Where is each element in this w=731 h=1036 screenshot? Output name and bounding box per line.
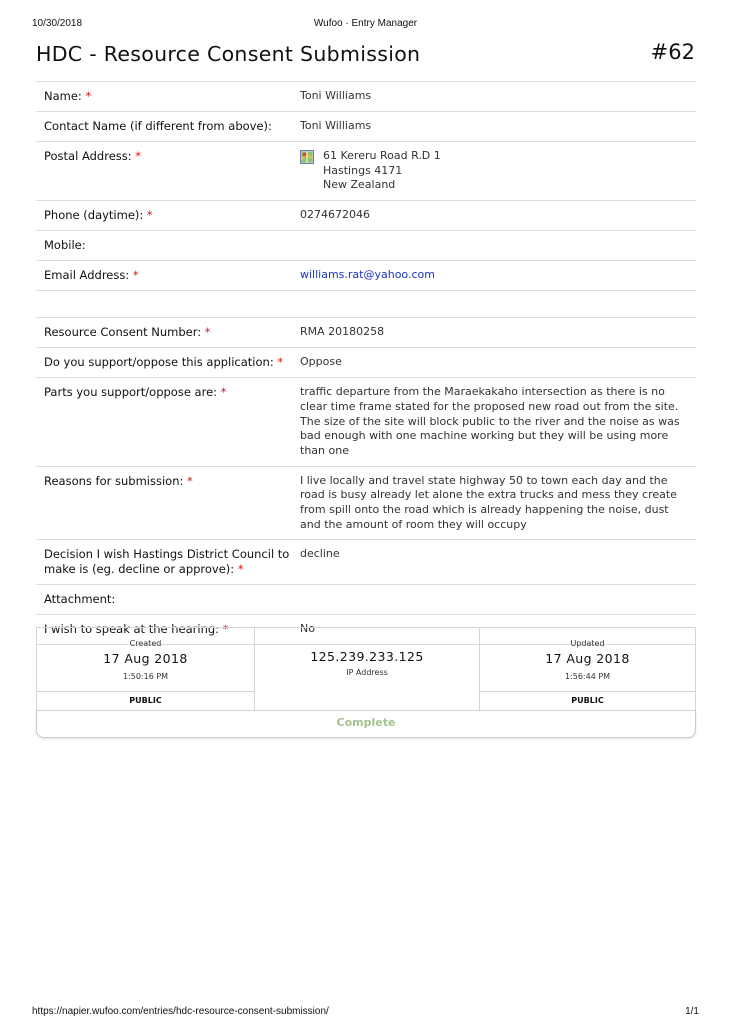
label-text: Phone (daytime): [44, 208, 144, 223]
field-label [36, 467, 292, 540]
required-marker: * [135, 149, 142, 163]
label-text: I wish to speak at the hearing: [44, 622, 220, 637]
field-row-reasons [36, 467, 696, 541]
required-marker: * [222, 622, 229, 637]
field-value-consent-number: RMA 20180258 [300, 325, 385, 339]
required-marker: * [237, 562, 244, 577]
print-title: Wufoo · Entry Manager [313, 18, 418, 29]
field-label [36, 82, 292, 111]
required-marker: * [146, 208, 153, 223]
field-row-phone [36, 201, 696, 231]
created-caption: Created [129, 639, 162, 648]
required-marker: * [85, 89, 92, 103]
meta-updated [480, 628, 695, 710]
field-row-mobile [36, 231, 696, 261]
ip-address: 125.239.233.125 [310, 649, 424, 664]
required-marker: * [132, 268, 139, 283]
label-text: Parts you support/oppose are: [44, 385, 218, 400]
page-number: 1/1 [685, 1006, 699, 1017]
field-value-name: Toni Williams [300, 89, 372, 102]
created-time: 1:50:16 PM [122, 672, 169, 681]
address-line-1: 61 Kereru Road R.D 1 [323, 149, 441, 162]
field-label [36, 378, 292, 466]
entry-fields [36, 81, 696, 645]
status-complete: Complete [336, 716, 396, 729]
map-icon[interactable] [300, 150, 314, 164]
meta-ip [255, 628, 480, 710]
label-text: Email Address: [44, 268, 130, 283]
print-footer [32, 1006, 699, 1020]
meta-created [37, 628, 255, 710]
created-visibility: PUBLIC [37, 691, 254, 710]
field-label [36, 142, 292, 200]
print-header [32, 18, 699, 32]
field-label [36, 201, 292, 230]
updated-date: 17 Aug 2018 [545, 651, 630, 666]
field-value-reasons: I live locally and travel state highway 50 to town each day and the road is busy already let alone the extra trucks and mess they create from spill onto the road which is already happening the noise, dust and the amount of room they will occupy [300, 473, 677, 531]
label-text: Reasons for submission: [44, 473, 184, 488]
field-label [36, 540, 292, 584]
field-row-parts [36, 378, 696, 467]
required-marker: * [204, 325, 211, 340]
field-value-support-oppose: Oppose [300, 355, 342, 369]
field-value-contact-name: Toni Williams [300, 119, 372, 132]
label-text: Postal Address: [44, 149, 132, 163]
label-text: Do you support/oppose this application: [44, 355, 274, 370]
field-row-contact-name [36, 112, 696, 142]
updated-visibility: PUBLIC [480, 691, 695, 710]
form-title: HDC - Resource Consent Submission [36, 42, 421, 66]
field-label: Contact Name (if different from above): [44, 119, 272, 133]
label-text: Resource Consent Number: [44, 325, 202, 340]
entry-meta [36, 627, 696, 711]
title-bar [36, 40, 695, 80]
field-value-speak: No [300, 622, 315, 636]
address-line-3: New Zealand [323, 178, 396, 192]
address-line-2: Hastings 4171 [323, 163, 403, 177]
field-label [36, 261, 292, 290]
field-value-attachment [292, 585, 696, 614]
ip-caption: IP Address [346, 668, 388, 677]
field-label: Mobile: [44, 238, 86, 253]
field-label [36, 348, 292, 377]
field-row-name [36, 82, 696, 112]
field-row-email [36, 261, 696, 291]
label-text: Decision I wish Hastings District Council to make is (eg. decline or approve): [44, 547, 290, 577]
field-label [36, 318, 292, 347]
print-date: 10/30/2018 [32, 18, 83, 29]
section-spacer [36, 291, 696, 318]
entry-number: #62 [650, 40, 695, 64]
updated-time: 1:56:44 PM [564, 672, 611, 681]
label-text: Name: [44, 89, 82, 103]
field-value-phone: 0274672046 [300, 208, 370, 222]
updated-caption: Updated [570, 639, 605, 648]
required-marker: * [187, 473, 193, 488]
created-date: 17 Aug 2018 [103, 651, 188, 666]
field-value-parts: traffic departure from the Maraekakaho intersection as there is no clear time frame stated for the proposed new road out from the site. The size of the site will block public to the river and the noise as was bad enough with one machine working but they will be using more than one [300, 385, 680, 457]
required-marker: * [220, 385, 227, 400]
print-url: https://napier.wufoo.com/entries/hdc-resource-consent-submission/ [32, 1006, 329, 1017]
field-value-mobile [292, 231, 696, 260]
field-row-consent-number [36, 318, 696, 348]
field-value-postal-address [292, 142, 696, 200]
status-bar [36, 711, 696, 738]
email-link[interactable]: williams.rat@yahoo.com [300, 268, 435, 282]
field-row-support-oppose [36, 348, 696, 378]
field-value-decision: decline [300, 547, 340, 561]
field-label: Attachment: [44, 592, 116, 607]
required-marker: * [277, 355, 284, 370]
field-row-postal-address [36, 142, 696, 201]
field-value-email [292, 261, 696, 290]
field-row-decision [36, 540, 696, 585]
field-row-attachment [36, 585, 696, 615]
